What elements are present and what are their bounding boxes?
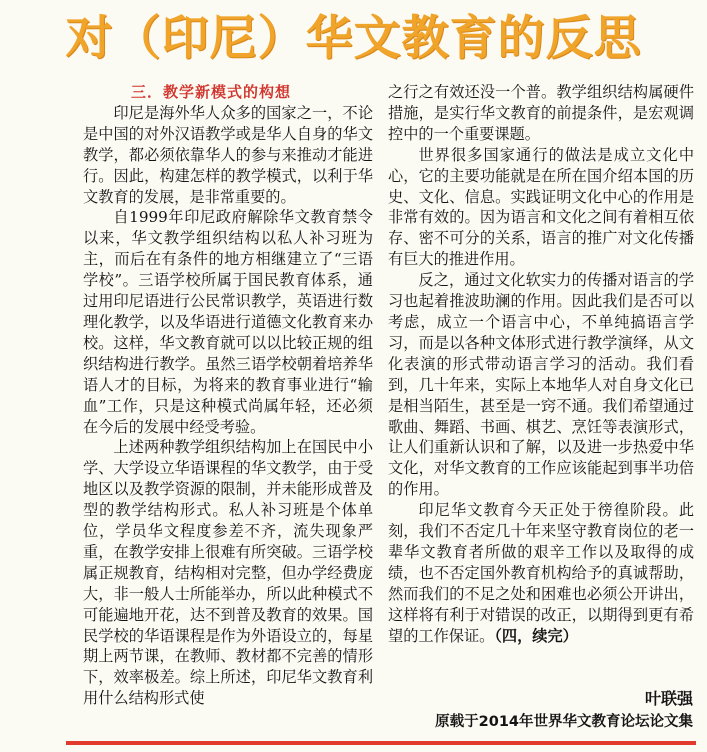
paragraph: 印尼是海外华人众多的国家之一，不论是中国的对外汉语教学或是华人自身的华文教学，都必须依靠华人的参与来推动才能进行。因此，构建怎样的教学模式，以利于华文教育的发展，是非常重要的。 [83,103,373,206]
author-name: 叶联强 [644,689,693,708]
bottom-rule [66,741,696,745]
source-note: 原载于2014年世界华文教育论坛论文集 [435,714,693,730]
paragraph-continued: 之行之有效还没一个普。教学组织结构属硬件措施，是实行华文教育的前提条件，是宏观调控中的一个重要课题。 [388,83,694,143]
right-column [388,82,694,646]
left-column [83,82,373,709]
paragraph: 自1999年印尼政府解除华文教育禁令以来，华文教学组织结构以私人补习班为主，而后在有条件的地方相继建立了“三语学校”。三语学校所属于国民教育体系，通过用印尼语进行公民常识教学，英语进行数理化教学，以及华语进行道德文化教育来办校。这样，华文教育就可以以比较正规的组织结构进行教学。虽然三语学校朝着培养华语人才的目标，为将来的教育事业进行“输血”工作，只是这种模式尚属年轻，还必须在今后的发展中经受考验。 [83,208,373,436]
paragraph: 反之，通过文化软实力的传播对语言的学习也起着推波助澜的作用。因此我们是否可以考虑，成立一个语言中心，不单纯搞语言学习，而是以各种文体形式进行教学演绎，从文化表演的形式带动语言学习的活动。我们看到，几十年来，实际上本地华人对自身文化已是相当陌生，甚至是一窍不通。我们希望通过歌曲、舞蹈、书画、棋艺、烹饪等表演形式，让人们重新认识和了解，以及进一步热爱中华文化，对华文教育的工作应该能起到事半功倍的作用。 [388,271,694,499]
paragraph: 上述两种教学组织结构加上在国民中小学、大学设立华语课程的华文教学，由于受地区以及教学资源的限制，并未能形成普及型的教学结构形式。私人补习班是个体单位，学员华文程度参差不齐，流失现象严重，在教学安排上很难有所突破。三语学校属正规教育，结构相对完整，但办学经费庞大，非一般人士所能举办，所以此种模式不可能遍地开花，达不到普及教育的效果。国民学校的华语课程是作为外语设立的，每星期上两节课，在教师、教材都不完善的情形下，效率极差。综上所述，印尼华文教育利用什么结构形式使 [83,438,373,708]
paragraph-final [388,500,694,646]
paragraph-text: 印尼华文教育今天正处于徬徨阶段。此刻，我们不否定几十年来坚守教育岗位的老一辈华文教育者所做的艰辛工作以及取得的成绩，也不否定国外教育机构给予的真诚帮助，然而我们的不足之处和困难也必须公开讲出，这样将有利于对错误的改正，以期得到更有希望的工作保证。 [388,501,694,645]
paragraph: 世界很多国家通行的做法是成立文化中心，它的主要功能就是在所在国介绍本国的历史、文化、信息。实践证明文化中心的作用是非常有效的。因为语言和文化之间有着相互依存、密不可分的关系，语言的推广对文化传播有巨大的推进作用。 [388,145,694,269]
series-note: （四，续完） [494,626,578,645]
section-heading: 三．教学新模式的构想 [131,83,292,101]
article-title: 对（印尼）华文教育的反思 [65,11,642,66]
